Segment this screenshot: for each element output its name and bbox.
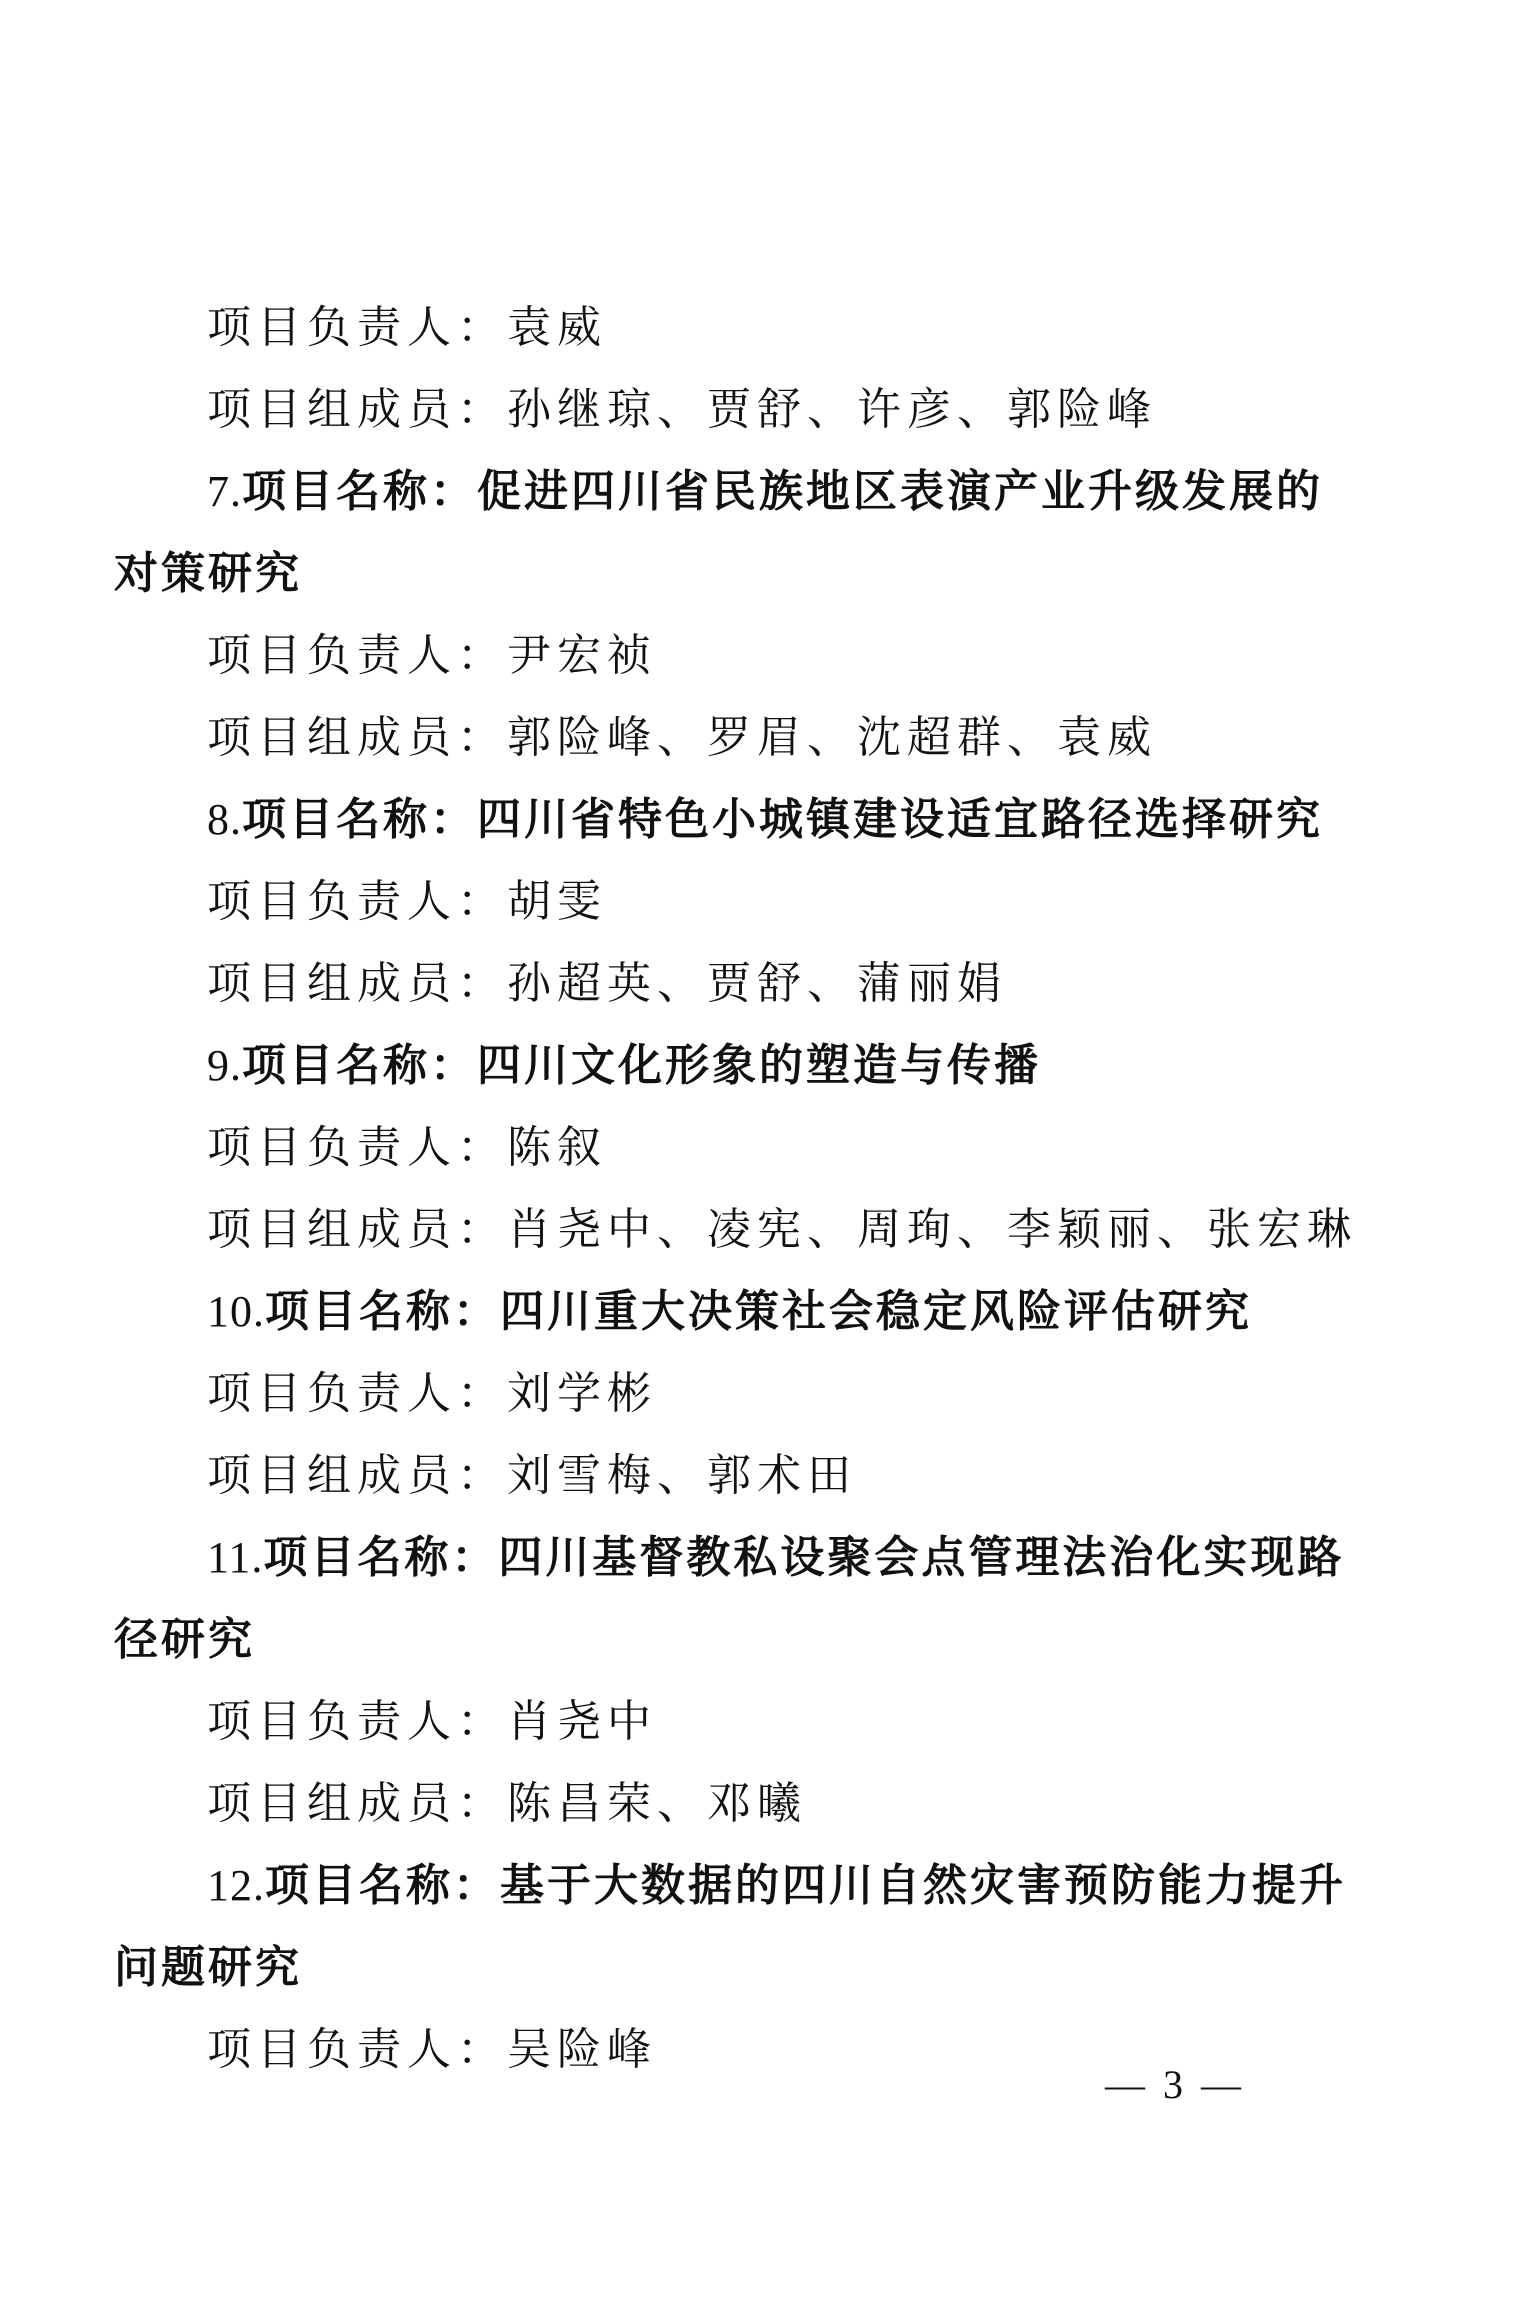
project-12-leader: 项目负责人：吴险峰: [207, 2024, 657, 2075]
project-10-title: [207, 1284, 1252, 1340]
project-9-members: 项目组成员：肖尧中、凌宪、周珣、李颖丽、张宏琳: [207, 1204, 1357, 1255]
project-8-number: 8.: [207, 795, 242, 844]
project-10-members: 项目组成员：刘雪梅、郭术田: [207, 1450, 857, 1501]
page-number: — 3 —: [1105, 2062, 1245, 2107]
project-11-title-text: 项目名称：四川基督教私设聚会点管理法治化实现路: [263, 1532, 1345, 1583]
project-10-title-text: 项目名称：四川重大决策社会稳定风险评估研究: [265, 1286, 1252, 1337]
project-6-members: 项目组成员：孙继琼、贾舒、许彦、郭险峰: [207, 384, 1157, 435]
project-9-title-text: 项目名称：四川文化形象的塑造与传播: [242, 1040, 1041, 1091]
project-11-title-continued: 径研究: [114, 1614, 255, 1665]
project-7-members: 项目组成员：郭险峰、罗眉、沈超群、袁威: [207, 712, 1157, 763]
project-11-title: [207, 1530, 1344, 1586]
project-7-title: [207, 464, 1323, 520]
project-10-number: 10.: [207, 1287, 265, 1336]
project-7-title-continued: 对策研究: [114, 548, 302, 599]
project-7-title-text: 项目名称：促进四川省民族地区表演产业升级发展的: [242, 466, 1323, 517]
project-12-number: 12.: [207, 1861, 265, 1910]
project-9-leader: 项目负责人：陈叙: [207, 1122, 607, 1173]
project-11-number: 11.: [207, 1533, 264, 1582]
project-9-number: 9.: [207, 1041, 242, 1090]
project-8-title-text: 项目名称：四川省特色小城镇建设适宜路径选择研究: [242, 794, 1323, 845]
project-6-leader: 项目负责人：袁威: [207, 302, 607, 353]
project-12-title-continued: 问题研究: [114, 1942, 302, 1993]
project-8-title: [207, 792, 1323, 848]
project-7-leader: 项目负责人：尹宏祯: [207, 630, 657, 681]
project-8-members: 项目组成员：孙超英、贾舒、蒲丽娟: [207, 958, 1007, 1009]
project-8-leader: 项目负责人：胡雯: [207, 876, 607, 927]
project-12-title-text: 项目名称：基于大数据的四川自然灾害预防能力提升: [265, 1860, 1346, 1911]
project-10-leader: 项目负责人：刘学彬: [207, 1368, 657, 1419]
project-12-title: [207, 1858, 1346, 1914]
project-7-number: 7.: [207, 467, 242, 516]
project-11-leader: 项目负责人：肖尧中: [207, 1696, 657, 1747]
project-9-title: [207, 1038, 1041, 1094]
project-11-members: 项目组成员：陈昌荣、邓曦: [207, 1778, 807, 1829]
